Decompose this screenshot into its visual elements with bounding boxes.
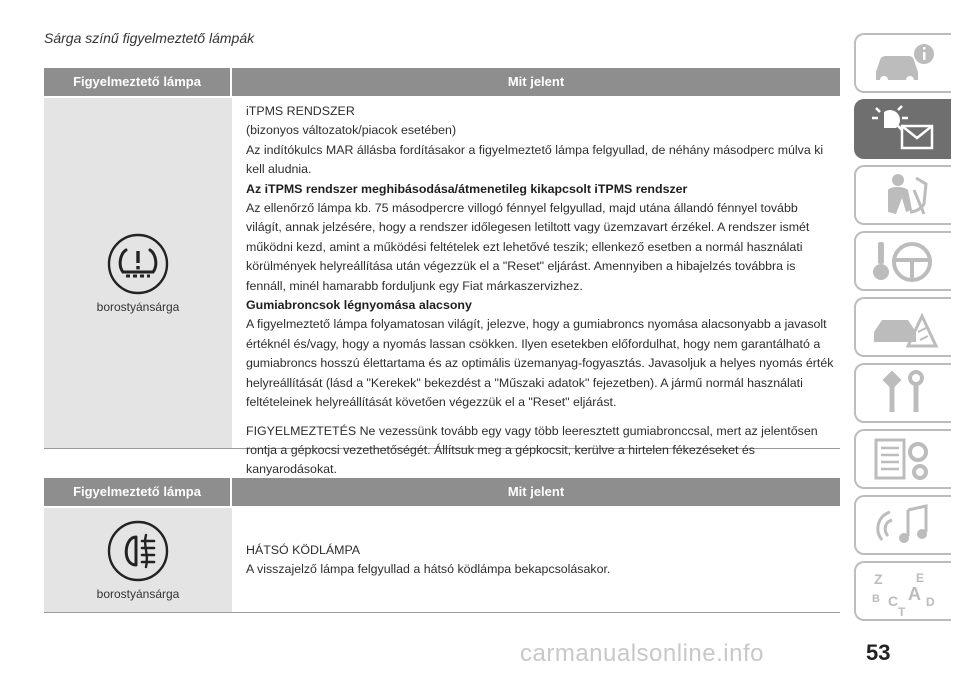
text-heading: Az iTPMS rendszer meghibásodása/átmenetileg kikapcsolt iTPMS rendszer bbox=[246, 181, 688, 196]
warning-lights-icon bbox=[868, 104, 940, 154]
svg-text:E: E bbox=[915, 571, 924, 585]
tab-warning-lights[interactable] bbox=[854, 99, 951, 159]
tab-index[interactable] bbox=[854, 561, 951, 621]
svg-text:Z: Z bbox=[873, 571, 883, 587]
header-meaning: Mit jelent bbox=[507, 484, 565, 499]
warning-lamp-table-1 bbox=[44, 68, 840, 477]
svg-text:B: B bbox=[871, 593, 880, 605]
text-line: A figyelmeztető lámpa folyamatosan világít, jelezve, hogy a gumiabroncs nyomása alacsonyabb a javasolt értéknél és/vagy, hogy a nyomás lassan csökken. Ilyen esetekben előfordulhat, hogy nem garantálható a gumiabroncs hosszú élettartama és az optimális üzemanyag-fogyasztás. Javasoljuk a helyes nyomás érték helyreállítását (lásd a "Kerekek" bekezdést a "Műszaki adatok" fejezetben). A jármű normál használati feltételeinek helyreállítását követően végezzük el a "Reset" eljárást. bbox=[246, 317, 834, 410]
lamp-color-label: borostyánsárga bbox=[96, 587, 180, 601]
svg-text:C: C bbox=[887, 593, 898, 609]
multimedia-icon bbox=[868, 500, 940, 550]
text-line: Az ellenőrző lámpa kb. 75 másodpercre villogó fénnyel felgyullad, majd utána állandó fénnyel tovább világít, annak jelzésére, hogy a rendszer időlegesen letiltott vagy üzemzavart érzékel. A rendszer ismét működni kezd, amint a működési feltételek ezt lehetővé teszik; ellenkező esetben a normál használati körülmények helyreállítása után végezzük el a "Reset" eljárást. Amennyiben a hibajelzés továbbra is fennáll, minél hamarabb forduljunk egy Fiat márkaszervizhez. bbox=[246, 201, 810, 293]
header-lamp: Figyelmeztető lámpa bbox=[44, 478, 232, 506]
table-row bbox=[44, 98, 840, 477]
lamp-color-label: borostyánsárga bbox=[96, 300, 180, 314]
table-row bbox=[44, 508, 840, 612]
text-line: iTPMS RENDSZER bbox=[246, 104, 355, 118]
text-line: (bizonyos változatok/piacok esetében) bbox=[246, 123, 457, 138]
header-lamp: Figyelmeztető lámpa bbox=[44, 68, 232, 96]
warning-lamp-table-2 bbox=[44, 478, 840, 613]
maintenance-icon bbox=[868, 368, 940, 418]
text-heading: HÁTSÓ KÖDLÁMPA bbox=[246, 542, 361, 557]
meaning-cell bbox=[232, 98, 840, 477]
rear-fog-lamp-icon bbox=[106, 519, 170, 583]
svg-text:D: D bbox=[925, 595, 935, 609]
emergency-icon bbox=[868, 302, 940, 352]
header-meaning: Mit jelent bbox=[507, 74, 565, 89]
tab-technical-data[interactable] bbox=[854, 429, 951, 489]
safety-icon bbox=[868, 170, 940, 220]
tab-multimedia[interactable] bbox=[854, 495, 951, 555]
index-icon bbox=[868, 566, 940, 616]
car-info-icon bbox=[868, 38, 940, 88]
technical-data-icon bbox=[868, 434, 940, 484]
warning-text: FIGYELMEZTETÉS Ne vezessünk tovább egy vagy több leeresztett gumiabronccsal, mert az jelentősen rontja a gépkocsi vezethetőségét. Állítsuk meg a gépkocsit, kerülve a hirtelen fékezéseket és kanyarodásokat. bbox=[246, 423, 818, 477]
table-header bbox=[44, 478, 840, 508]
tab-maintenance[interactable] bbox=[854, 363, 951, 423]
section-title: Sárga színű figyelmeztető lámpák bbox=[44, 30, 255, 46]
svg-text:T: T bbox=[897, 605, 905, 616]
text-line: A visszajelző lámpa felgyullad a hátsó ködlámpa bekapcsolásakor. bbox=[246, 562, 611, 576]
tab-car-info[interactable] bbox=[854, 33, 951, 93]
watermark: carmanualsonline.info bbox=[520, 640, 764, 667]
tab-starting-driving[interactable] bbox=[854, 231, 951, 291]
tab-safety[interactable] bbox=[854, 165, 951, 225]
table-header bbox=[44, 68, 840, 98]
svg-text:A: A bbox=[907, 584, 921, 604]
text-line: Az indítókulcs MAR állásba fordításakor a figyelmeztető lámpa felgyullad, de néhány másodperc múlva ki kell aludnia. bbox=[246, 142, 824, 177]
tab-emergency[interactable] bbox=[854, 297, 951, 357]
page-number: 53 bbox=[866, 640, 891, 665]
starting-driving-icon bbox=[868, 236, 940, 286]
lamp-cell bbox=[44, 98, 232, 448]
meaning-cell bbox=[232, 508, 840, 612]
text-heading: Gumiabroncsok légnyomása alacsony bbox=[246, 298, 472, 313]
tpms-warning-icon bbox=[106, 232, 170, 296]
lamp-cell bbox=[44, 508, 232, 612]
chapter-tabs bbox=[854, 33, 957, 627]
